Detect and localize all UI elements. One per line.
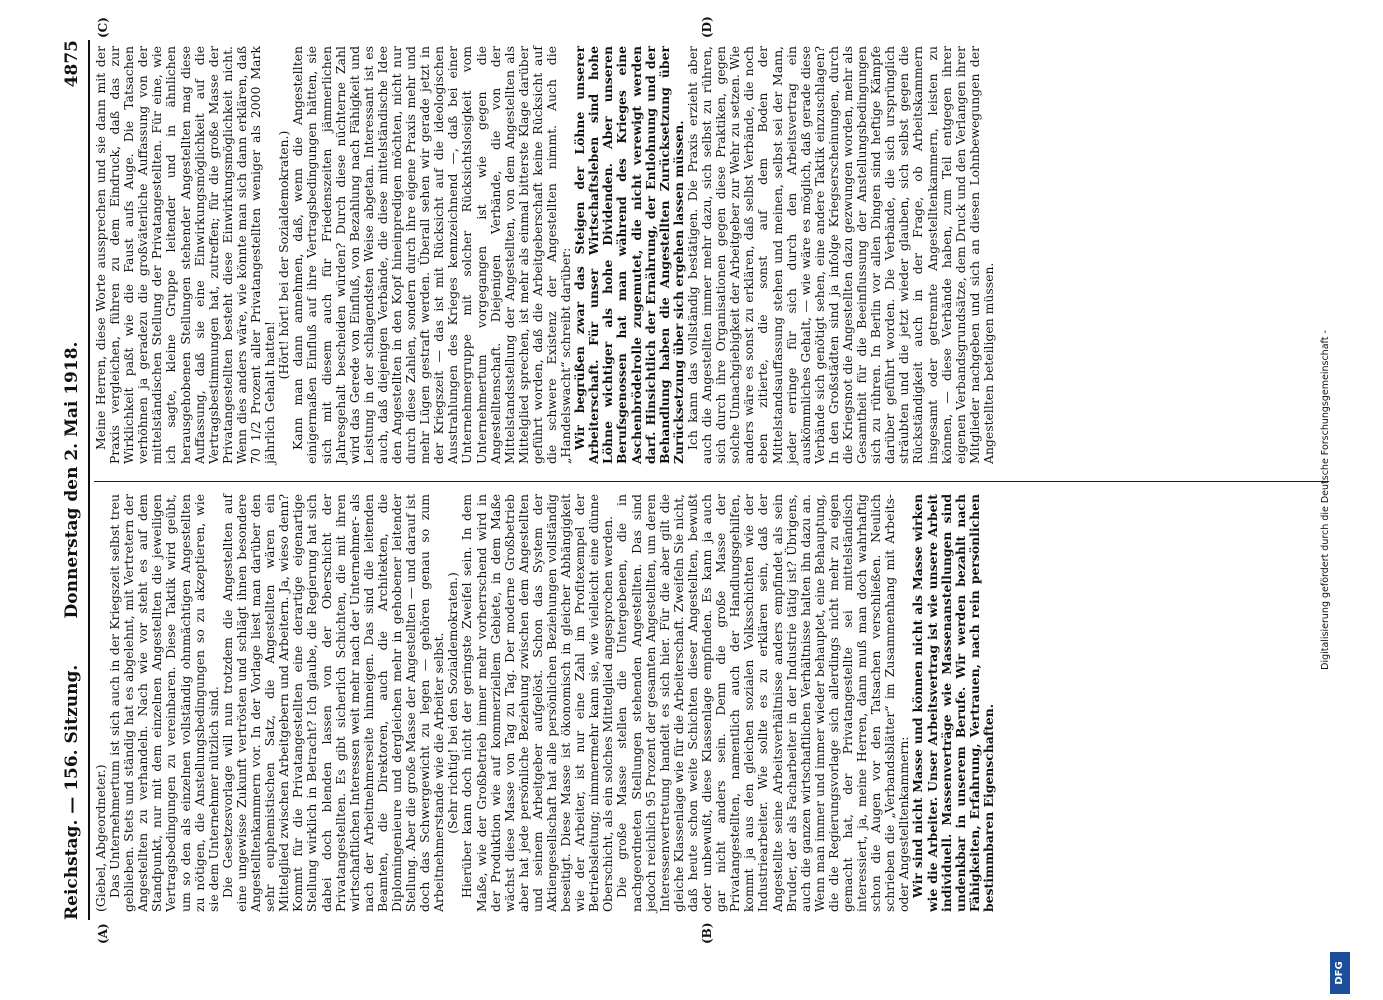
marker-d: (D) bbox=[700, 16, 714, 38]
digitization-credit: Digitalisierung gefördert durch die Deutsche Forschungsgemeinschaft - bbox=[1320, 330, 1331, 670]
quotation: Wir begrüßen zwar das Steigen der Löhne unserer Arbeiterschaft. Für unser Wirtschaftsleben sind hohe Löhne wichtiger als hohe Dividenden. Aber unseren Berufsgenossen hat man während des Krieges eine Aschenbrödelrolle zugemutet, die nicht verewigt werden darf. Hinsichtlich der Ernährung, der Entlohnung und der Behandlung haben die Angestellten Zurücksetzung über Zurücksetzung über sich ergehen lassen müssen. bbox=[572, 46, 686, 464]
newspaper-page bbox=[60, 16, 1340, 944]
paragraph: Die große Masse stellen die Untergebenen, die in nachgeordneten Stellungen stehenden Angestellten. Das sind jedoch reichlich 95 Prozent der gesamten Angestellten, um deren Interessenvertretung handelt es sich hier. Für die aber gilt die gleiche Klassenlage wie für die Arbeiterschaft. Zweifeln Sie nicht, daß heute schon weite Schichten dieser Angestellten, bewußt oder unbewußt, diese Klassenlage empfinden. Es kann ja auch gar nicht anders sein. Denn die große Masse der Privatangestellten, namentlich auch der Handlungsgehilfen, kommt ja aus den gleichen sozialen Volksschichten wie der Industriearbeiter. Wie sollte es zu erklären sein, daß der Angestellte seine Arbeitsverhältnisse anders empfindet als sein Bruder, der als Facharbeiter in der Industrie tätig ist? Übrigens, auch die ganzen wirtschaftlichen Verhältnisse halten ihn dazu an. Wenn man immer und immer wieder behauptet, eine Behauptung, die die Regierungsvorlage sich allerdings nicht mehr zu eigen gemacht hat, der Privatangestellte sei mittelständisch interessiert, ja, meine Herren, dann muß man doch wahrhaftig schon die Augen vor den Tatsachen verschließen. Neulich schrieben die „Verbandsblätter“ im Zusammenhang mit Arbeits- oder Angestelltenkammern: bbox=[614, 494, 912, 912]
dfg-logo: DFG bbox=[1330, 952, 1350, 994]
column-divider bbox=[94, 481, 1329, 482]
quotation: Wir sind nicht Masse und können nicht als Masse wirken wie die Arbeiter. Unser Arbeitsvertrag ist wie unsere Arbeit individuell. Massenverträge wie Massenanstellungen sind undenkbar in unserem Berufe. Wir werden bezahlt nach Fähigkeiten, Erfahrung, Vertrauen, nach rein persönlichen bestimmbaren Eigenschaften. bbox=[910, 494, 996, 912]
paragraph: Meine Herren, diese Worte aussprechen und sie dann mit der Praxis vergleichen, führen zu dem Eindruck, daß das zur Wirklichkeit paßt wie die Faust aufs Auge. Die Tatsachen verhöhnen ja geradezu die großväterliche Auffassung von der mittelständischen Stellung der Privatangestellten. Für eine, wie ich sagte, kleine Gruppe leitender und in ähnlichen herausgehobenen Stellungen stehender Angestellten mag diese Auffassung, daß sie eine Einwirkungsmöglichkeit auf die Vertragsbestimmungen hat, zutreffen; für die große Masse der Privatangestellten besteht diese Einwirkungsmöglichkeit nicht. Wenn dies anders wäre, wie könnte man sich dann erklären, daß 70 1/2 Prozent aller Privatangestellten weniger als 2000 Mark jährlich Gehalt hatten! bbox=[93, 46, 278, 464]
interjection: (Hört! hört! bei der Sozialdemokraten.) bbox=[276, 130, 292, 380]
paragraph: Hierüber kann doch nicht der geringste Zweifel sein. In dem Maße, wie der Großbetrieb immer mehr vorherrschend wird in der Produktion wie auf kommerziellem Gebiete, in dem Maße wächst diese Masse von Tag zu Tag. Der moderne Großbetrieb aber hat jede persönliche Beziehung zwischen dem Angestellten und seinem Arbeitgeber aufgelöst. Schon das System der Aktiengesellschaft hat alle persönlichen Beziehungen vollständig beseitigt. Diese Masse ist ökonomisch in gleicher Abhängigkeit wie der Arbeiter, ist nur eine Zahl im Profitexempel der Betriebsleitung; nimmermehr kann sie, wie vielleicht eine dünne Oberschicht, als ein solches Mittelglied angesprochen werden. bbox=[459, 494, 616, 912]
page-number: 4875 bbox=[62, 40, 82, 88]
page-header bbox=[60, 40, 86, 920]
paragraph: Kann man dann annehmen, daß, wenn die Angestellten einigermaßen Einfluß auf ihre Vertragsbedingungen hätten, sie sich mit diesem auch für Friedenszeiten jämmerlichen Jahresgehalt bescheiden würden? Durch diese nüchterne Zahl wird das Gerede von Einfluß, von Bezahlung nach Fähigkeit und Leistung in der schlagendsten Weise abgetan. Interessant ist es auch, daß diejenigen Verbände, die diese mittelständische Idee den Angestellten in den Kopf hineinpredigen möchten, nicht nur durch diese Zahlen, sondern durch ihre eigene Praxis mehr und mehr Lügen gestraft werden. Überall sehen wir gerade jetzt in der Kriegszeit — das ist mit Rücksicht auf die ideologischen Ausstrahlungen des Krieges kennzeichnend —, daß bei einer Unternehmergruppe mit solcher Rücksichtslosigkeit vom Unternehmertum vorgegangen ist wie gegen die Angestelltenschaft. Diejenigen Verbände, die von der Mittelstandsstellung der Angestellten, von dem Angestellten als Mittelglied sprechen, ist mehr als einmal bitterste Klage darüber geführt worden, daß die Arbeitgeberschaft keine Rücksicht auf die schwere Existenz der Angestellten nimmt. Auch die „Handelswacht“ schreibt darüber: bbox=[290, 46, 574, 464]
paragraph: Ich kann das vollständig bestätigen. Die Praxis erzieht aber auch die Angestellten immer mehr dazu, sich selbst zu rühren, sich durch ihre Organisationen gegen diese Praktiken, gegen solche Unnachgiebigkeit der Arbeitgeber zur Wehr zu setzen. Wie anders wäre es sonst zu erklären, daß selbst Verbände, die noch eben zitierte, die sonst auf dem Boden der Mittelstandsauffassung stehen und meinen, selbst sei der Mann, jeder erringe für sich durch den Arbeitsvertrag ein auskömmliches Gehalt, — wie wäre es möglich, daß gerade diese Verbände sich genötigt sehen, eine andere Taktik einzuschlagen? In den Großstädten sind ja infolge Kriegserscheinungen, durch die Kriegsnot die Angestellten dazu gezwungen worden, mehr als Gesamtheit für die Beeinflussung der Anstellungsbedingungen sich zu rühren. In Berlin vor allen Dingen sind heftige Kämpfe darüber geführt worden. Die Verbände, die sich ursprünglich sträubten und die jetzt wieder glauben, sich selbst gegen die Rückständigkeit auch in der Frage, ob Arbeitskammern insgesamt oder getrennte Angestelltenkammern, leisten zu können, — diese Verbände haben, zum Teil entgegen ihrer eigenen Verbandsgrundsätze, dem Druck und den Verlangen ihrer Mitglieder nachgeben und sich an diesen Lohnbewegungen der Angestellten beteiligen müssen. bbox=[684, 46, 996, 464]
left-column bbox=[94, 494, 996, 912]
interjection: (Sehr richtig! bei den Sozialdemokraten.) bbox=[445, 572, 461, 834]
header-rule bbox=[88, 40, 90, 920]
paragraph: Das Unternehmertum ist sich auch in der Kriegszeit selbst treu geblieben. Stets und ständig hat es abgelehnt, mit Vertretern der Angestellten zu verhandeln. Nach wie vor steht es auf dem Standpunkt, nur mit dem einzelnen Angestellten die jeweiligen Vertragsbedingungen zu vereinbaren. Diese Taktik wird geübt, um so den als einzelnen vollständig ohnmächtigen Angestellten zu nötigen, die Anstellungsbedingungen so zu akzeptieren, wie sie dem Unternehmer nützlich sind. bbox=[107, 494, 221, 912]
marker-a: (A) bbox=[96, 923, 110, 944]
paragraph: Die Gesetzesvorlage will nun trotzdem die Angestellten auf eine ungewisse Zukunft vertrösten und schlägt ihnen besondere Angestelltenkammern vor. In der Vorlage liest man darüber den sehr euphemistischen Satz, die Angestellten wären ein Mittelglied zwischen Arbeitgebern und Arbeitern. Ja, wieso denn? Kommt für die Privatangestellten eine derartige eigenartige Stellung wirklich in Betracht? Ich glaube, die Regierung hat sich dabei doch blenden lassen von der Oberschicht der Privatangestellten. Es gibt sicherlich Schichten, die mit ihren wirtschaftlichen Interessen weit mehr nach der Unternehmer- als nach der Arbeitnehmerseite hinneigen. Das sind die leitenden Beamten, die Direktoren, auch die Architekten, die Diplomingenieure und dergleichen mehr in gehobener leitender Stellung. Aber die große Masse der Angestellten — und darauf ist doch das Schwergewicht zu legen — gehören genau so zum Arbeitnehmerstande wie die Arbeiter selbst. bbox=[219, 494, 447, 912]
marker-c: (C) bbox=[96, 17, 110, 38]
marker-b: (B) bbox=[700, 922, 714, 944]
speaker-label: (Giebel, Abgeordneter.) bbox=[93, 764, 108, 912]
header-date: Donnerstag den 2. Mai 1918. bbox=[62, 341, 82, 619]
header-left: Reichstag. — 156. Sitzung. bbox=[62, 664, 82, 920]
right-column bbox=[94, 46, 996, 464]
